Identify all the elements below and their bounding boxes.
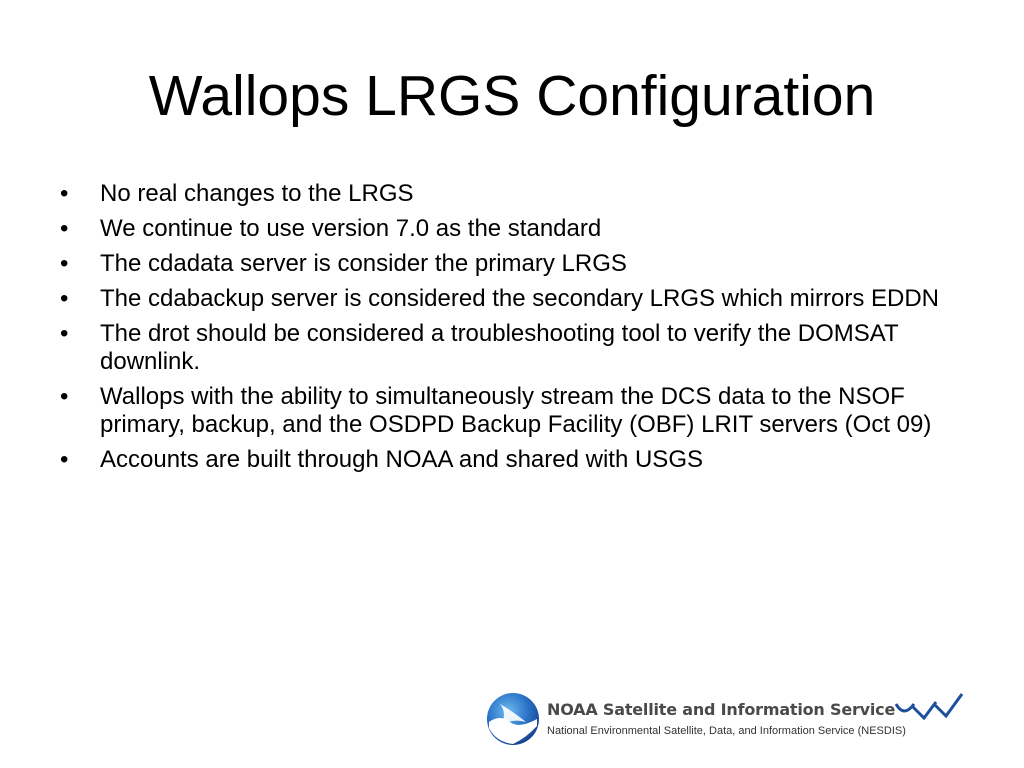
footer-branding — [486, 690, 986, 750]
bullet-marker: • — [60, 285, 69, 312]
bullet-item — [56, 215, 966, 243]
bullet-text: Wallops with the ability to simultaneously stream the DCS data to the NSOF primary, backup, and the OSDPD Backup Facility (OBF) LRIT servers (Oct 09) — [100, 383, 932, 438]
slide-title: Wallops LRGS Configuration — [148, 64, 876, 128]
bullet-text: The cdadata server is consider the primary LRGS — [100, 250, 627, 277]
bullet-item — [56, 285, 966, 313]
org-full-name: National Environmental Satellite, Data, and Information Service (NESDIS) — [547, 725, 906, 737]
bullet-text: Accounts are built through NOAA and shared with USGS — [100, 446, 703, 473]
bullet-item — [56, 383, 966, 439]
bullet-list — [56, 180, 966, 481]
bullet-text: We continue to use version 7.0 as the standard — [100, 215, 602, 242]
bullet-marker: • — [60, 446, 69, 473]
bullet-text: The cdabackup server is considered the secondary LRGS which mirrors EDDN — [100, 285, 940, 312]
bullet-text: The drot should be considered a troubleshooting tool to verify the DOMSAT downlink. — [100, 320, 899, 375]
nesdis-wave-icon — [894, 692, 970, 720]
bullet-item — [56, 446, 966, 474]
bullet-marker: • — [60, 383, 69, 410]
bullet-text: No real changes to the LRGS — [100, 180, 414, 207]
bullet-marker: • — [60, 180, 69, 207]
bullet-item — [56, 320, 966, 376]
bullet-item — [56, 180, 966, 208]
bullet-marker: • — [60, 215, 69, 242]
bullet-marker: • — [60, 320, 69, 347]
noaa-logo-icon — [486, 692, 540, 746]
bullet-item — [56, 250, 966, 278]
bullet-marker: • — [60, 250, 69, 277]
org-name: NOAA Satellite and Information Service — [547, 700, 896, 719]
